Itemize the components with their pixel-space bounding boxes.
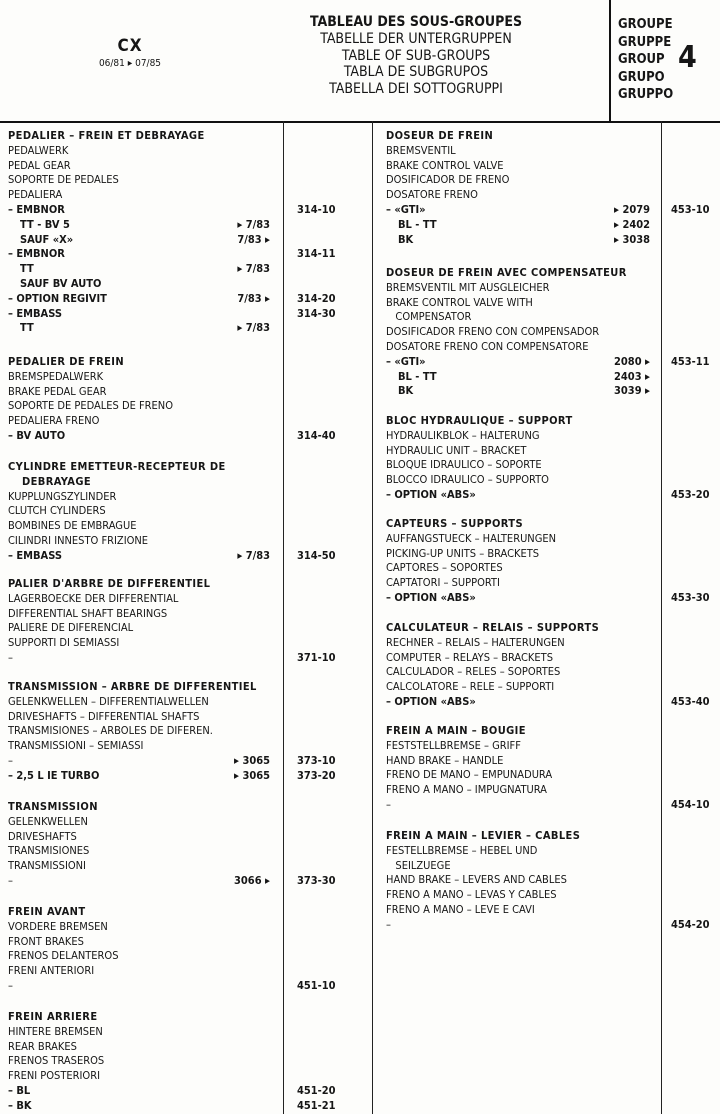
translation-line: DOSATORE FRENO CON COMPENSATORE	[386, 339, 589, 353]
variant-label: –	[8, 978, 13, 992]
entry-title: DOSEUR DE FREIN	[386, 129, 494, 142]
variant-label: BL - TT	[398, 217, 437, 231]
column-divider	[661, 121, 662, 1114]
entry-title: BLOC HYDRAULIQUE – SUPPORT	[386, 414, 573, 427]
header-divider	[609, 0, 611, 121]
variant-label: – 2,5 L IE TURBO	[8, 768, 100, 782]
entry-title-cont: DEBRAYAGE	[22, 474, 92, 488]
translation-line: FRENI ANTERIORI	[8, 964, 95, 978]
translation-line: PEDALIERA	[8, 188, 63, 202]
variant-label: – «GTI»	[386, 354, 426, 368]
translation-line: HINTERE BREMSEN	[8, 1024, 103, 1038]
subgroup-code: 453-20	[671, 487, 710, 501]
translation-line: HYDRAULIKBLOK – HALTERUNG	[386, 428, 540, 442]
subgroup-entry	[386, 517, 710, 606]
translation-line: FRENO A MANO – IMPUGNATURA	[386, 783, 547, 797]
translation-line: PICKING-UP UNITS – BRACKETS	[386, 546, 540, 560]
variant-label: – OPTION «ABS»	[386, 487, 476, 501]
subgroup-code: 451-20	[297, 1083, 336, 1097]
variant-label: SAUF BV AUTO	[20, 276, 102, 290]
variant-date: 7/83 ▸	[237, 291, 270, 305]
group-label: GRUPPO	[618, 87, 674, 102]
entry-title: TRANSMISSION	[8, 800, 98, 813]
variant-row	[386, 917, 710, 933]
variant-row	[8, 548, 336, 564]
translation-line: TRANSMISIONES	[8, 844, 90, 858]
variant-label: BK	[398, 384, 414, 398]
subgroup-code: 314-11	[297, 247, 336, 261]
variant-date: 2080 ▸	[614, 354, 650, 368]
subgroup-entry	[386, 414, 710, 503]
translation-line: FRENO A MANO – LEVE E CAVI	[386, 902, 535, 916]
variant-label: –	[8, 650, 13, 664]
translation-line: BRAKE CONTROL VALVE	[386, 158, 504, 172]
translation-line: FRENOS DELANTEROS	[8, 949, 119, 963]
variant-row	[386, 384, 650, 399]
translation-line: CILINDRI INNESTO FRIZIONE	[8, 533, 149, 547]
subgroup-code: 453-30	[671, 590, 710, 604]
variant-row	[386, 202, 710, 218]
entry-title: PALIER D'ARBRE DE DIFFERENTIEL	[8, 577, 211, 590]
column-divider	[372, 121, 373, 1114]
translation-line: DOSIFICADOR DE FRENO	[386, 173, 510, 187]
variant-date: 7/83 ▸	[237, 232, 270, 246]
variant-row	[386, 694, 710, 710]
subgroup-code: 314-10	[297, 202, 336, 216]
translation-line: DOSIFICADOR FRENO CON COMPENSADOR	[386, 325, 600, 339]
group-label: GROUP	[618, 52, 665, 67]
variant-date: 3066 ▸	[234, 873, 270, 887]
variant-row	[8, 753, 336, 769]
translation-line: BRAKE CONTROL VALVE WITH	[386, 295, 533, 309]
translation-line: PEDALWERK	[8, 143, 69, 157]
subgroup-code: 451-21	[297, 1098, 336, 1112]
variant-label: – «GTI»	[386, 202, 426, 216]
variant-label: –	[386, 917, 391, 931]
variant-label: – BK	[8, 1098, 32, 1112]
variant-row	[386, 797, 710, 813]
translation-line: HAND BRAKE – HANDLE	[386, 753, 504, 767]
translation-line: DRIVESHAFTS – DIFFERENTIAL SHAFTS	[8, 709, 200, 723]
entry-title: TRANSMISSION – ARBRE DE DIFFERENTIEL	[8, 680, 257, 693]
translation-line: CAPTATORI – SUPPORTI	[386, 576, 500, 590]
translation-line: BOMBINES DE EMBRAGUE	[8, 519, 137, 533]
translation-line: TRANSMISSIONI – SEMIASSI	[8, 739, 144, 753]
subgroup-entry	[8, 355, 336, 444]
variant-label: –	[8, 753, 13, 767]
variant-date: ▸ 3065	[234, 753, 270, 767]
group-label: GROUPE	[618, 17, 673, 32]
subgroup-code: 453-40	[671, 694, 710, 708]
variant-row	[386, 369, 650, 385]
variant-label: – EMBASS	[8, 306, 62, 320]
variant-date: 3039 ▸	[614, 384, 650, 398]
variant-date: ▸ 7/83	[237, 321, 270, 335]
variant-date: ▸ 2079	[614, 202, 650, 216]
subgroup-code: 314-30	[297, 306, 336, 320]
translation-line: DOSATORE FRENO	[386, 188, 478, 202]
subgroup-entry	[8, 129, 336, 336]
translation-line: CALCULADOR – RELES – SOPORTES	[386, 665, 561, 679]
variant-row	[8, 262, 270, 277]
variant-row	[8, 1083, 336, 1099]
subgroup-code: 454-20	[671, 917, 710, 931]
translation-line: HYDRAULIC UNIT – BRACKET	[386, 443, 527, 457]
entry-title: CYLINDRE EMETTEUR-RECEPTEUR DE	[8, 460, 226, 473]
translation-line: PEDALIERA FRENO	[8, 414, 100, 428]
translation-line: PEDAL GEAR	[8, 158, 71, 172]
translation-line: GELENKWELLEN – DIFFERENTIALWELLEN	[8, 694, 209, 708]
translation-line: AUFFANGSTUECK – HALTERUNGEN	[386, 531, 557, 545]
variant-label: – OPTION «ABS»	[386, 694, 476, 708]
variant-row	[8, 247, 336, 262]
subgroup-code: 373-10	[297, 753, 336, 767]
translation-line: FESTELLBREMSE – HEBEL UND	[386, 843, 538, 857]
translation-line: TRANSMISIONES – ARBOLES DE DIFEREN.	[8, 724, 213, 738]
translation-line: SOPORTE DE PEDALES DE FRENO	[8, 399, 173, 413]
variant-label: –	[8, 873, 13, 887]
variant-date: 2403 ▸	[614, 369, 650, 383]
variant-row	[386, 217, 650, 233]
translation-line: BLOCCO IDRAULICO – SUPPORTO	[386, 473, 549, 487]
translation-line: VORDERE BREMSEN	[8, 919, 108, 933]
subgroup-entry	[386, 621, 710, 710]
translation-line: CLUTCH CYLINDERS	[8, 504, 106, 518]
translation-line: KUPPLUNGSZYLINDER	[8, 489, 117, 503]
variant-date: ▸ 7/83	[237, 262, 270, 276]
entry-title: PEDALIER DE FREIN	[8, 355, 125, 368]
subgroup-code: 373-30	[297, 873, 336, 887]
variant-label: BK	[398, 232, 414, 246]
title-line: TABLE OF SUB-GROUPS	[341, 47, 491, 64]
subgroup-code: 371-10	[297, 650, 336, 664]
subgroup-code: 453-10	[671, 202, 710, 216]
subgroup-code: 314-40	[297, 428, 336, 442]
translation-line: FRENI POSTERIORI	[8, 1069, 100, 1083]
entry-title: FREIN AVANT	[8, 905, 86, 918]
variant-row	[8, 291, 336, 307]
translation-line: DRIVESHAFTS	[8, 829, 77, 843]
variant-row	[8, 217, 270, 233]
entry-title: CAPTEURS – SUPPORTS	[386, 517, 523, 530]
variant-label: – BL	[8, 1083, 31, 1097]
translation-line: FESTSTELLBREMSE – GRIFF	[386, 738, 521, 752]
translation-line: CALCOLATORE – RELE – SUPPORTI	[386, 680, 555, 694]
translation-line: PALIERE DE DIFERENCIAL	[8, 621, 134, 635]
translation-line: BRAKE PEDAL GEAR	[8, 384, 107, 398]
translation-line: COMPUTER – RELAYS – BRACKETS	[386, 650, 553, 664]
title-line: TABELLE DER UNTERGRUPPEN	[320, 30, 512, 47]
translation-line: BREMSVENTIL	[386, 143, 456, 157]
translation-line: GELENKWELLEN	[8, 814, 88, 828]
translation-line: FRONT BRAKES	[8, 934, 84, 948]
variant-label: – OPTION REGIVIT	[8, 291, 107, 305]
group-number: 4	[678, 40, 697, 75]
subgroup-entry	[8, 905, 336, 994]
translation-line: SOPORTE DE PEDALES	[8, 173, 119, 187]
subgroup-entry	[8, 800, 336, 889]
subgroup-entry	[8, 577, 336, 666]
entry-title: PEDALIER – FREIN ET DEBRAYAGE	[8, 129, 205, 142]
title-line: TABELLA DEI SOTTOGRUPPI	[329, 81, 503, 98]
entry-title: CALCULATEUR – RELAIS – SUPPORTS	[386, 621, 600, 634]
translation-line: BREMSVENTIL MIT AUSGLEICHER	[386, 280, 550, 294]
translation-line: TRANSMISSIONI	[8, 859, 86, 873]
subgroup-code: 314-50	[297, 548, 336, 562]
entry-title: FREIN ARRIERE	[8, 1010, 98, 1023]
variant-row	[8, 306, 336, 322]
translation-line: SEILZUEGE	[386, 858, 451, 872]
translation-line: CAPTORES – SOPORTES	[386, 561, 503, 575]
translation-line: COMPENSATOR	[386, 310, 472, 324]
translation-line: REAR BRAKES	[8, 1039, 77, 1053]
variant-label: – BV AUTO	[8, 428, 66, 442]
model-name: CX	[117, 36, 143, 56]
variant-date: ▸ 2402	[614, 217, 650, 231]
variant-row	[8, 321, 270, 336]
variant-label: –	[386, 797, 391, 811]
title-line: TABLA DE SUBGRUPOS	[343, 64, 489, 81]
variant-row	[386, 590, 710, 606]
variant-label: BL - TT	[398, 369, 437, 383]
translation-line: FRENOS TRASEROS	[8, 1054, 105, 1068]
variant-row	[8, 1098, 336, 1114]
variant-row	[386, 354, 710, 370]
translation-line: RECHNER – RELAIS – HALTERUNGEN	[386, 635, 565, 649]
subgroup-code: 454-10	[671, 797, 710, 811]
subgroup-entry	[8, 460, 336, 564]
translation-line: LAGERBOECKE DER DIFFERENTIAL	[8, 591, 179, 605]
translation-line: FRENO A MANO – LEVAS Y CABLES	[386, 888, 557, 902]
entry-title: DOSEUR DE FREIN AVEC COMPENSATEUR	[386, 266, 627, 279]
subgroup-entry	[386, 129, 710, 247]
variant-date: ▸ 7/83	[237, 217, 270, 231]
group-labels	[618, 16, 673, 104]
title-line: TABLEAU DES SOUS-GROUPES	[309, 14, 523, 30]
variant-row	[386, 232, 650, 248]
variant-date: ▸ 7/83	[237, 548, 270, 562]
variant-row	[8, 428, 336, 444]
subgroup-entry	[386, 829, 710, 933]
translation-line: DIFFERENTIAL SHAFT BEARINGS	[8, 606, 168, 620]
translation-line: BLOQUE IDRAULICO – SOPORTE	[386, 458, 542, 472]
subgroup-code: 451-10	[297, 978, 336, 992]
entry-title: FREIN A MAIN – LEVIER – CABLES	[386, 829, 581, 842]
page-header	[0, 0, 720, 123]
model-dates: 06/81 ▸ 07/85	[98, 58, 162, 69]
variant-label: TT	[20, 262, 34, 276]
variant-label: – EMBNOR	[8, 247, 65, 261]
subgroup-entry	[8, 680, 336, 784]
subgroup-entry	[386, 266, 710, 399]
variant-label: TT - BV 5	[20, 217, 70, 231]
variant-label: – EMBASS	[8, 548, 62, 562]
subgroup-entry	[8, 1010, 336, 1114]
column-divider	[283, 121, 284, 1114]
variant-label: SAUF «X»	[20, 232, 74, 246]
entry-title: FREIN A MAIN – BOUGIE	[386, 724, 526, 737]
translation-line: BREMSPEDALWERK	[8, 369, 104, 383]
variant-label: – EMBNOR	[8, 202, 65, 216]
variant-date: ▸ 3065	[234, 768, 270, 782]
translation-line: SUPPORTI DI SEMIASSI	[8, 636, 120, 650]
variant-row	[8, 202, 336, 218]
variant-label: – OPTION «ABS»	[386, 590, 476, 604]
group-label: GRUPPE	[618, 34, 672, 50]
page-title	[286, 14, 546, 98]
variant-row	[8, 232, 270, 248]
variant-row	[8, 978, 336, 994]
subgroup-code: 314-20	[297, 291, 336, 305]
variant-row	[8, 768, 336, 784]
variant-label: TT	[20, 321, 34, 335]
variant-row	[386, 487, 710, 503]
subgroup-code: 373-20	[297, 768, 336, 782]
translation-line: HAND BRAKE – LEVERS AND CABLES	[386, 873, 567, 887]
subgroup-entry	[386, 724, 710, 813]
group-label: GRUPO	[618, 69, 665, 85]
variant-row	[8, 873, 336, 889]
variant-row	[8, 650, 336, 666]
variant-date: ▸ 3038	[614, 232, 650, 246]
translation-line: FRENO DE MANO – EMPUNADURA	[386, 768, 553, 782]
subgroup-code: 453-11	[671, 354, 710, 368]
variant-row	[8, 277, 205, 292]
